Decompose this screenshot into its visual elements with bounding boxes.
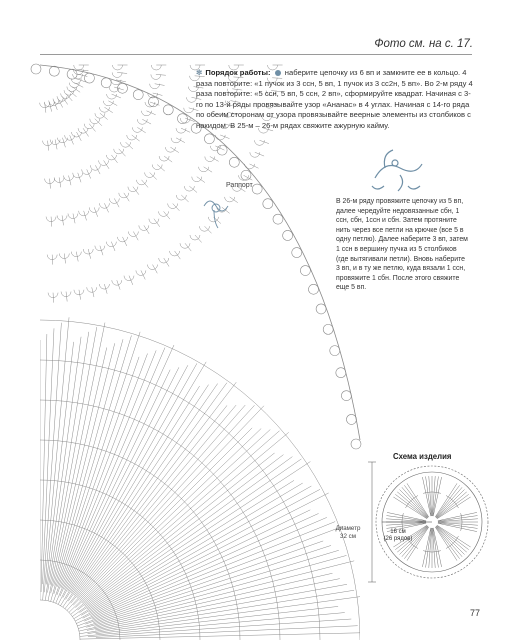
instructions-text: наберите цепочку из 6 вп и замкните ее в кольцо. 4 раза повторите: «1 пучок из 3 ссн, 5 вп, 1 пучок из 3 сс2н, 5 вп». Во 2-м ряду 4 раза повторите: «5 ссн, 5 вп, 5 ссн, 2 вп», сформируйте квадрат. Начиная с 3-го по 13-й ряды провязывайте узор «Ананас» в 4 углах. Начиная с 14-го ряда по обеим сторонам от узора провязывайте веерные элементы из столбиков с накидом. В 25-м – 26-м рядах свяжите ажурную кайму.	[196, 68, 473, 130]
photo-reference: Фото см. на с. 17.	[374, 38, 473, 50]
stitch-note: В 26-м ряду провяжите цепочку из 5 вп, далее чередуйте недовязанные сбн, 1 ссн, сбн, 1ссн и сбн. Затем протяните нить через все петли на крючке (все 5 в одну петлю). Далее наберите 3 вп, затем 1 ссн в вершину пучка из 5 столбиков (где вытягивали петли). Вновь наберите 3 вп, и в ту же петлю, куда вязали 1 ссн, провяжите 1 сбн. После этого свяжите еще 5 вп.	[336, 198, 468, 292]
asterisk-icon: ✼	[196, 68, 203, 77]
radius-label: 16 см	[390, 529, 406, 535]
page-number: 77	[469, 608, 480, 618]
diameter-label: Диаметр 32 см	[335, 525, 361, 540]
instructions-lead: Порядок работы:	[205, 68, 271, 77]
instructions-paragraph	[196, 68, 476, 132]
chart-fans	[40, 317, 364, 639]
rows-label: (26 рядов)	[383, 536, 413, 542]
scheme-diagram	[368, 462, 488, 582]
rapport-marker	[204, 201, 228, 228]
scheme-title: Схема изделия	[393, 452, 452, 461]
stitch-detail-illustration	[372, 150, 422, 191]
radius-label-block	[383, 529, 413, 543]
bullet-dot-icon	[275, 70, 281, 76]
rapport-label: Раппорт	[226, 182, 253, 189]
